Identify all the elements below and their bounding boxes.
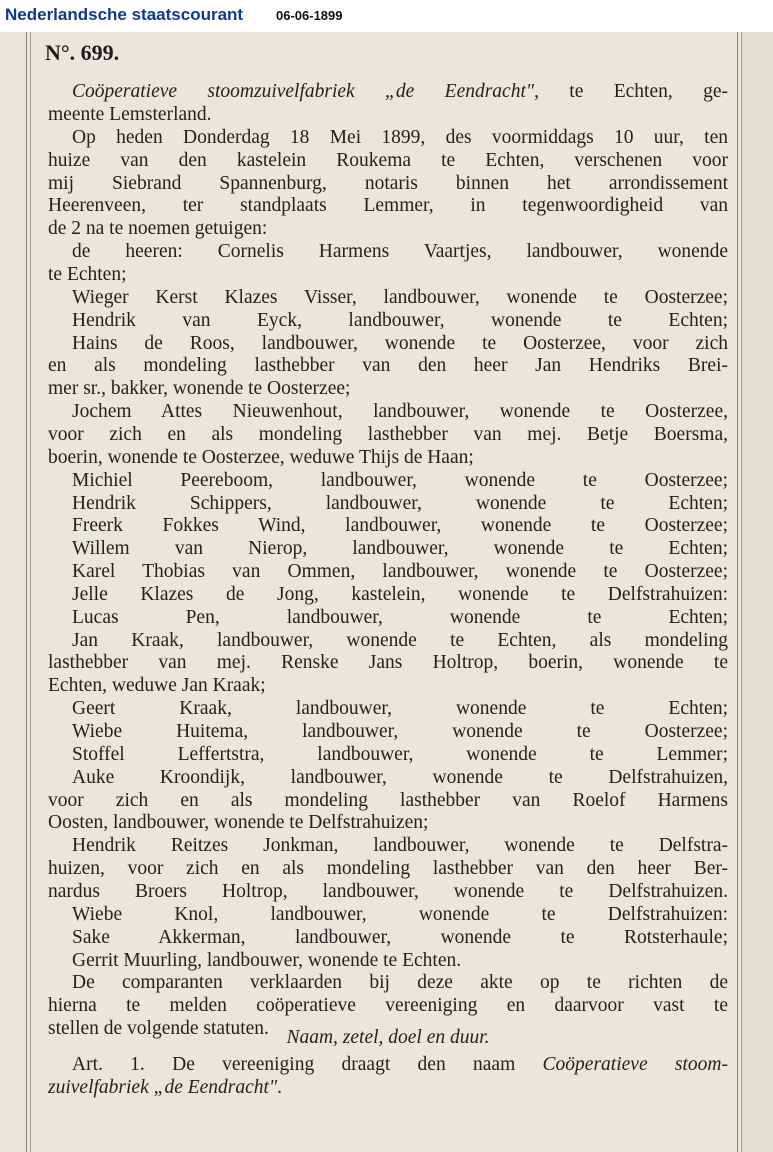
article-1-text: Art. 1. De vereeniging draagt den naam	[72, 1054, 516, 1075]
body-line: huizen, voor zich en als mondeling lasthebber van den heer Ber-	[48, 858, 728, 880]
body-line: nardus Broers Holtrop, landbouwer, wonende te Delfstrahuizen.	[48, 880, 728, 902]
body-line: Op heden Donderdag 18 Mei 1899, des voormiddags 10 uur, ten	[72, 126, 728, 148]
body-line: stellen de volgende statuten.	[48, 1018, 269, 1039]
body-line: lasthebber van mej. Renske Jans Holtrop, boerin, wonende te	[48, 652, 728, 674]
body-line: Stoffel Leffertstra, landbouwer, wonende te Lemmer;	[72, 743, 728, 765]
body-line: boerin, wonende te Oosterzee, weduwe Thijs de Haan;	[48, 446, 474, 468]
column-rule-left-inner	[30, 32, 31, 1152]
body-line: De comparanten verklaarden bij deze akte op te richten de	[72, 972, 728, 994]
body-line: de heeren: Cornelis Harmens Vaartjes, landbouwer, wonende	[72, 241, 728, 263]
body-line: Freerk Fokkes Wind, landbouwer, wonende te Oosterzee;	[72, 515, 728, 537]
body-line: Heerenveen, ter standplaats Lemmer, in tegenwoordigheid van	[48, 195, 728, 217]
body-line: hierna te melden coöperatieve vereeniging en daarvoor vast te	[48, 995, 728, 1017]
body-line: Echten, weduwe Jan Kraak;	[48, 675, 266, 697]
body-line: Gerrit Muurling, landbouwer, wonende te Echten.	[72, 949, 462, 971]
body-line: Hendrik Reitzes Jonkman, landbouwer, wonende te Delfstra-	[72, 835, 728, 857]
article-1-line-1	[72, 1053, 728, 1076]
article-1-name-part-1: Coöperatieve stoom-	[542, 1054, 728, 1075]
article-title	[72, 80, 728, 103]
body-line: Michiel Peereboom, landbouwer, wonende te Oosterzee;	[72, 469, 728, 491]
page-header	[0, 0, 773, 32]
body-line: mer sr., bakker, wonende te Oosterzee;	[48, 378, 351, 400]
body-line: Hendrik Schippers, landbouwer, wonende te Echten;	[72, 492, 728, 514]
body-line: mij Siebrand Spannenburg, notaris binnen het arrondissement	[48, 172, 728, 194]
body-line: de 2 na te noemen getuigen:	[48, 218, 268, 240]
body-line: huize van den kastelein Roukema te Echten, verschenen voor	[48, 149, 728, 171]
body-line: te Echten;	[48, 264, 127, 285]
title-rest: , te Echten, ge-	[534, 81, 728, 102]
section-heading: Naam, zetel, doel en duur.	[286, 1027, 490, 1048]
body-line: Jelle Klazes de Jong, kastelein, wonende te Delfstrahuizen:	[72, 583, 728, 605]
body-line: Oosten, landbouwer, wonende te Delfstrahuizen;	[48, 812, 429, 834]
article-1-name-part-2: zuivelfabriek „de Eendracht"	[48, 1077, 278, 1098]
company-name: Coöperatieve stoomzuivelfabriek „de Eendracht"	[72, 81, 535, 102]
body-line: Wiebe Huitema, landbouwer, wonende te Oosterzee;	[72, 721, 728, 742]
newspaper-title: Nederlandsche staatscourant	[5, 5, 244, 24]
body-line: Hains de Roos, landbouwer, wonende te Oosterzee, voor zich	[72, 332, 728, 354]
body-line: Karel Thobias van Ommen, landbouwer, wonende te Oosterzee;	[72, 561, 728, 582]
body-line: Auke Kroondijk, landbouwer, wonende te Delfstrahuizen,	[72, 766, 728, 788]
body-line: voor zich en als mondeling lasthebber van Roelof Harmens	[48, 789, 728, 811]
body-line: Sake Akkerman, landbouwer, wonende te Rotsterhaule;	[72, 926, 728, 948]
body-line: Lucas Pen, landbouwer, wonende te Echten;	[72, 606, 728, 628]
body-line: Geert Kraak, landbouwer, wonende te Echten;	[72, 698, 728, 720]
body-line: Jan Kraak, landbouwer, wonende te Echten, als mondeling	[72, 629, 728, 651]
body-line: en als mondeling lasthebber van den heer Jan Hendriks Brei-	[48, 355, 728, 377]
publication-date: 06-06-1899	[276, 8, 343, 23]
body-line: voor zich en als mondeling lasthebber van mej. Betje Boersma,	[48, 423, 728, 445]
column-rule-right-inner	[741, 32, 742, 1152]
article-number: N°. 699.	[45, 40, 120, 65]
body-line: Willem van Nierop, landbouwer, wonende te Echten;	[72, 538, 728, 560]
page-edge	[742, 32, 773, 1152]
body-line: Jochem Attes Nieuwenhout, landbouwer, wonende te Oosterzee,	[72, 401, 728, 423]
column-rule-right	[737, 32, 738, 1152]
article-1-end: .	[277, 1077, 283, 1098]
column-rule-left	[26, 32, 27, 1152]
body-line: Wieger Kerst Klazes Visser, landbouwer, wonende te Oosterzee;	[72, 286, 728, 308]
article-1-line-2	[48, 1076, 728, 1099]
body-line: Wiebe Knol, landbouwer, wonende te Delfstrahuizen:	[72, 903, 728, 925]
body-line: meente Lemsterland.	[48, 104, 212, 125]
body-line: Hendrik van Eyck, landbouwer, wonende te Echten;	[72, 309, 728, 331]
